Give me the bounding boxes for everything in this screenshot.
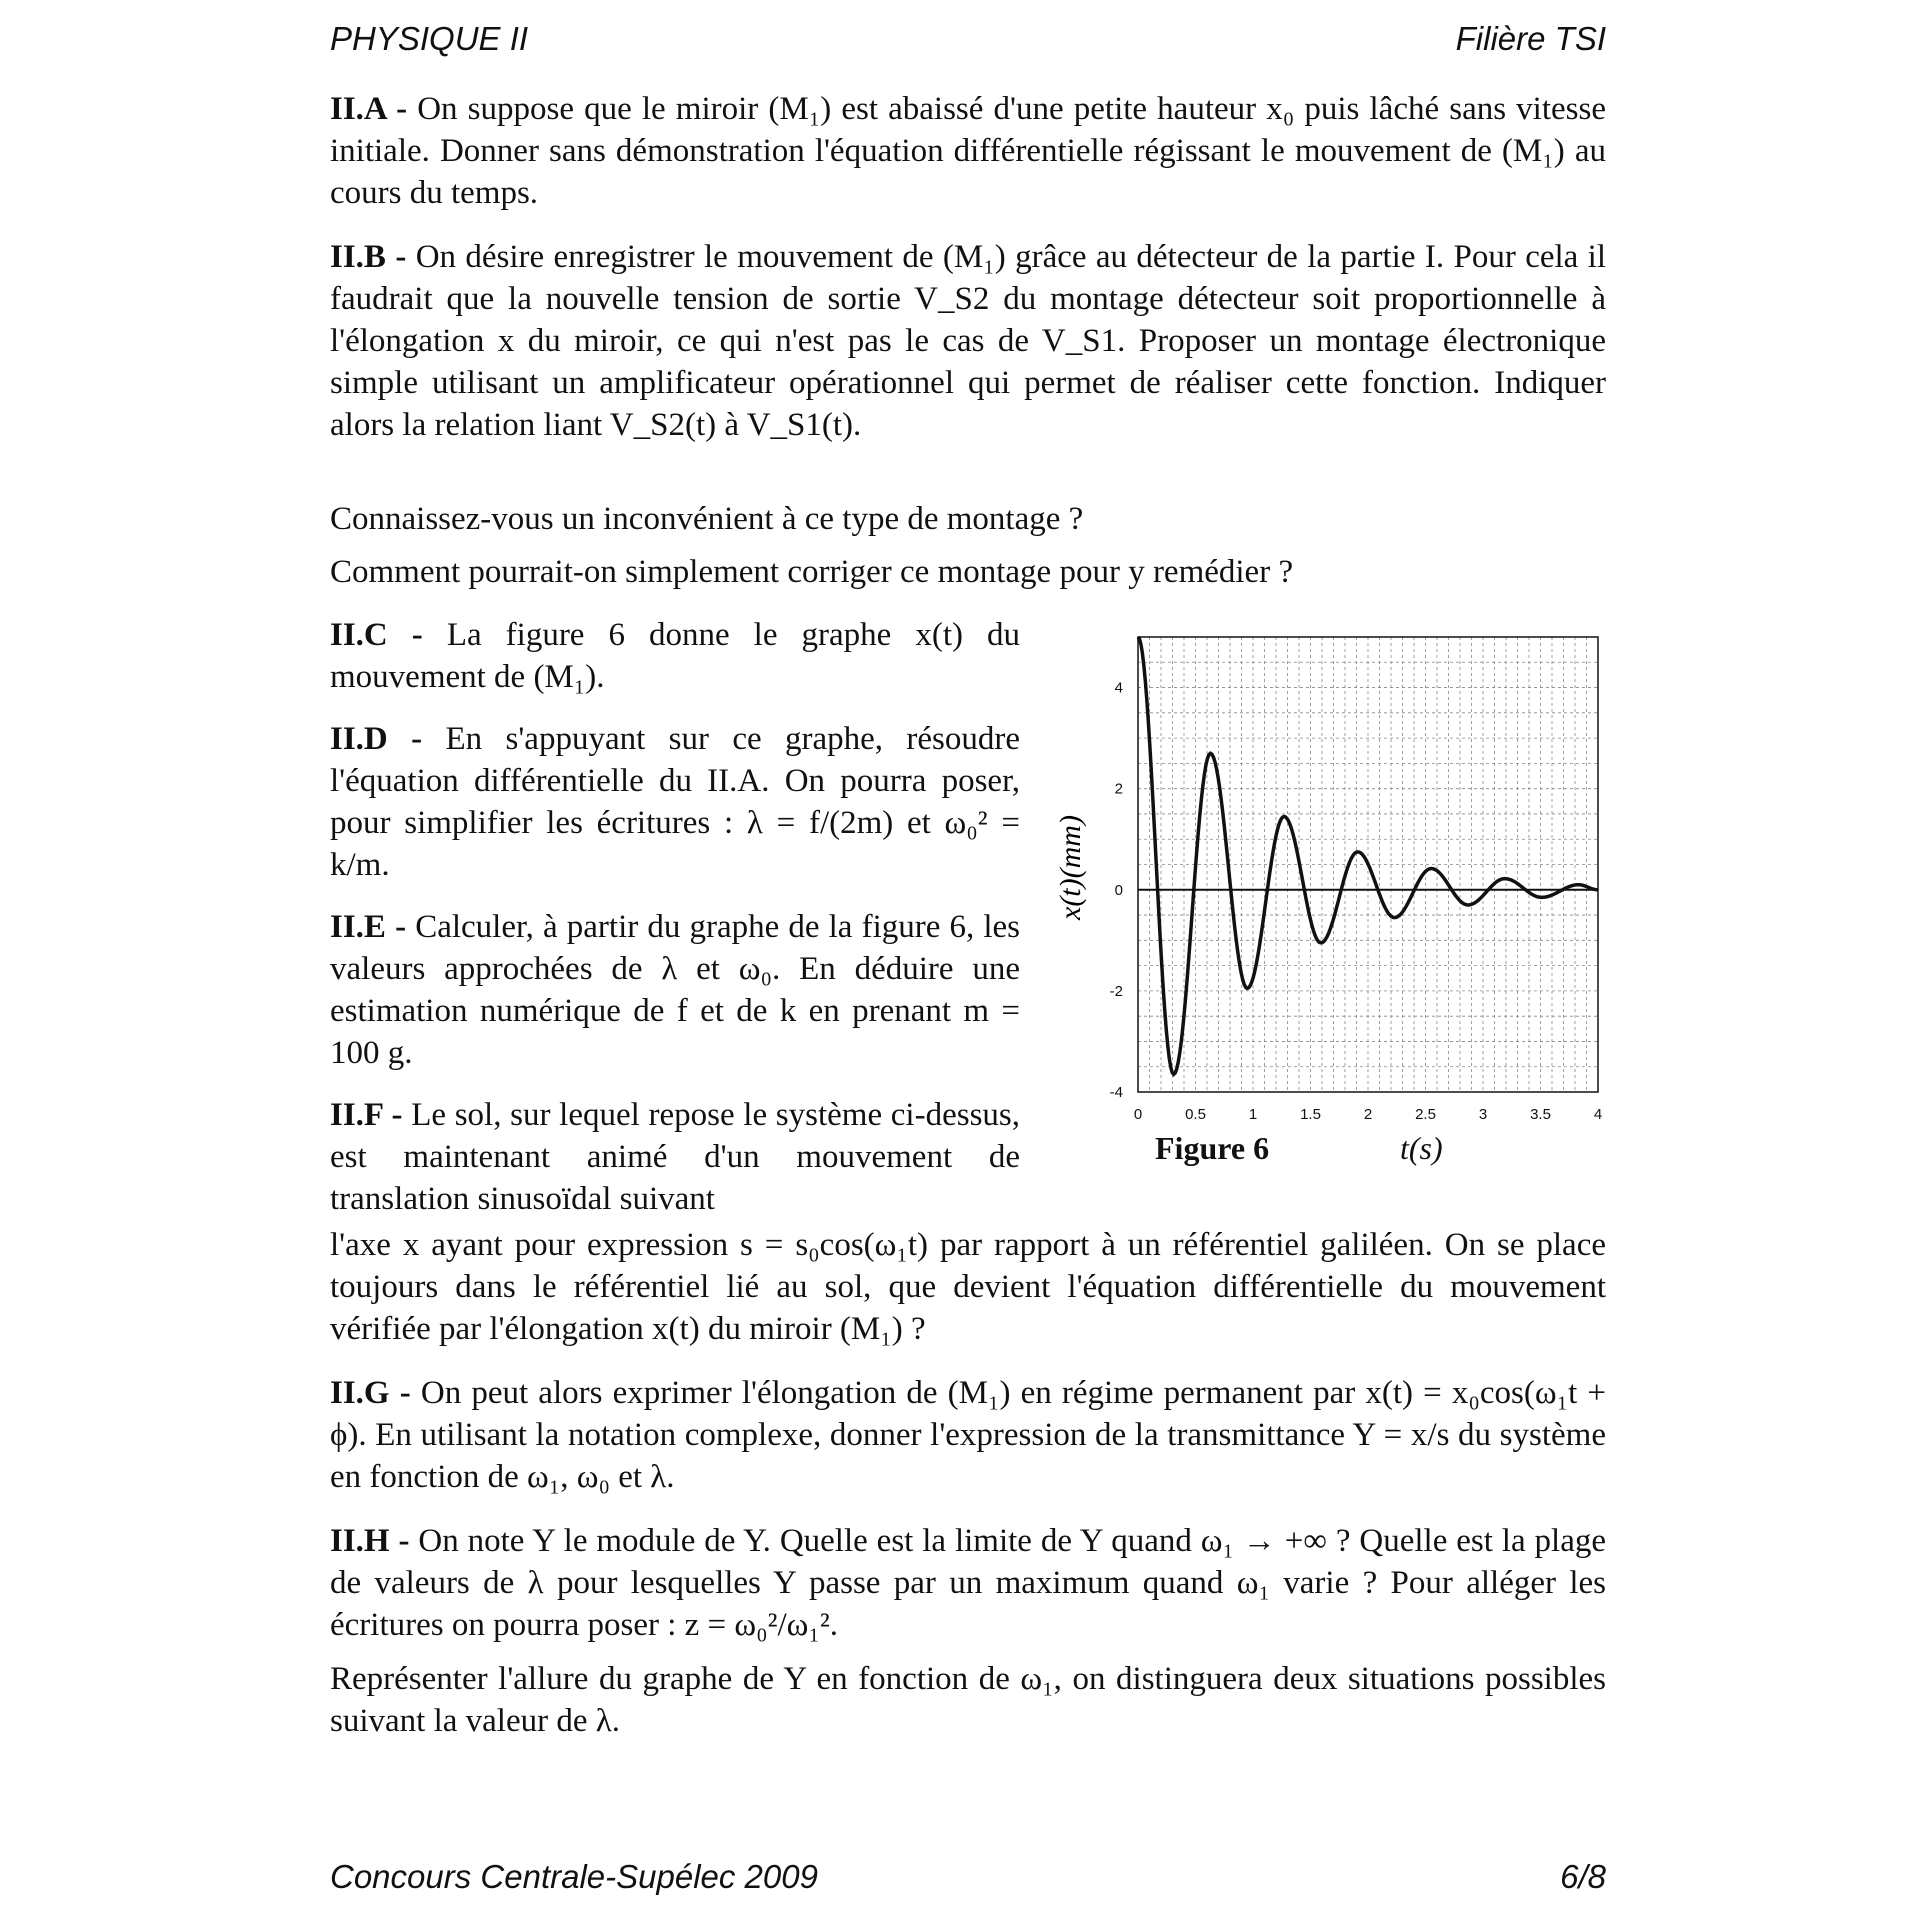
- x-tick-label: 1: [1248, 1106, 1258, 1123]
- x-tick-label: 3: [1478, 1106, 1488, 1123]
- x-tick-label: 0: [1133, 1106, 1143, 1123]
- section-IIG: [330, 1372, 1606, 1498]
- chart-ticks: [1110, 680, 1603, 1123]
- y-tick-label: -2: [1109, 982, 1123, 1000]
- section-label: II.A -: [330, 91, 408, 127]
- section-label: II.H -: [330, 1523, 410, 1559]
- section-IIH: [330, 1520, 1606, 1646]
- footer-left: Concours Centrale-Supélec 2009: [330, 1858, 818, 1895]
- section-text: Le sol, sur lequel repose le système ci-dessus, est maintenant animé d'un mouvement de translation sinusoïdal suivant: [330, 1097, 1021, 1217]
- section-IID: [330, 718, 1020, 886]
- y-tick-label: 2: [1114, 780, 1123, 798]
- section-text: En s'appuyant sur ce graphe, résoudre l'équation différentielle du II.A. On pourra poser, pour simplifier les écritures : λ = f/(2m) et ω₀² = k/m.: [330, 721, 1021, 883]
- section-text: On peut alors exprimer l'élongation de (M₁) en régime permanent par x(t) = x₀cos(ω₁t + ϕ). En utilisant la notation complexe, donner l'expression de la transmittance Y = x/s du système en fonction de ω₁, ω₀ et λ.: [330, 1375, 1606, 1495]
- x-tick-label: 0.5: [1185, 1106, 1206, 1123]
- section-IIH-continued: Représenter l'allure du graphe de Y en fonction de ω₁, on distinguera deux situations possibles suivant la valeur de λ.: [330, 1661, 1606, 1739]
- section-text: On désire enregistrer le mouvement de (M₁) grâce au détecteur de la partie I. Pour cela il faudrait que la nouvelle tension de sortie V_S2 du montage détecteur soit proportionnelle à l'élongation x du miroir, ce qui n'est pas le cas de V_S1. Proposer un montage électronique simple utilisant un amplificateur opérationnel qui permet de réaliser cette fonction. Indiquer alors la relation liant V_S2(t) à V_S1(t).: [330, 239, 1607, 443]
- section-IIB: [330, 236, 1606, 446]
- x-tick-label: 1.5: [1300, 1106, 1321, 1123]
- y-tick-label: 0: [1114, 881, 1123, 899]
- figure-6: [1040, 625, 1620, 1185]
- section-label: II.C -: [330, 617, 423, 653]
- x-tick-label: 2: [1363, 1106, 1373, 1123]
- section-text: On note Y le module de Y. Quelle est la limite de Y quand ω₁ → +∞ ? Quelle est la plage de valeurs de λ pour lesquelles Y passe par un maximum quand ω₁ varie ? Pour alléger les écritures on pourra poser : z = ω₀²/ω₁².: [330, 1523, 1606, 1643]
- section-IIB-question-2: Comment pourrait-on simplement corriger ce montage pour y remédier ?: [330, 554, 1294, 590]
- section-IIE: [330, 906, 1020, 1074]
- x-axis-label: t(s): [1400, 1130, 1443, 1166]
- section-text: Calculer, à partir du graphe de la figure 6, les valeurs approchées de λ et ω₀. En déduire une estimation numérique de f et de k en prenant m = 100 g.: [330, 909, 1021, 1071]
- y-tick-label: 4: [1114, 679, 1123, 697]
- damped-oscillation-chart: [1040, 625, 1620, 1123]
- section-label: II.E -: [330, 909, 407, 945]
- footer-right: 6/8: [1560, 1858, 1606, 1895]
- section-IIF: [330, 1094, 1020, 1220]
- section-label: II.D -: [330, 721, 423, 757]
- x-tick-label: 4: [1593, 1106, 1603, 1123]
- x-tick-label: 3.5: [1530, 1106, 1551, 1123]
- section-label: II.G -: [330, 1375, 411, 1411]
- header-left: PHYSIQUE II: [330, 20, 529, 57]
- section-IIA: [330, 88, 1606, 214]
- y-axis-label: x(t)(mm): [1054, 815, 1087, 920]
- y-tick-label: -4: [1109, 1084, 1123, 1101]
- left-column: [330, 614, 1020, 1240]
- section-IIB-question-1: Connaissez-vous un inconvénient à ce type de montage ?: [330, 501, 1084, 537]
- figure-caption: Figure 6: [1155, 1130, 1270, 1166]
- section-text: On suppose que le miroir (M₁) est abaissé d'une petite hauteur x₀ puis lâché sans vitesse initiale. Donner sans démonstration l'équation différentielle régissant le mouvement de (M₁) au cours du temps.: [330, 91, 1606, 211]
- section-label: II.F -: [330, 1097, 403, 1133]
- section-IIF-continued: l'axe x ayant pour expression s = s₀cos(ω₁t) par rapport à un référentiel galiléen. On se place toujours dans le référentiel lié au sol, que devient l'équation différentielle du mouvement vérifiée par l'élongation x(t) du miroir (M₁) ?: [330, 1227, 1606, 1347]
- header-right: Filière TSI: [1455, 20, 1606, 57]
- section-label: II.B -: [330, 239, 407, 275]
- x-tick-label: 2.5: [1415, 1106, 1436, 1123]
- section-IIC: [330, 614, 1020, 698]
- section-text: La figure 6 donne le graphe x(t) du mouvement de (M₁).: [330, 617, 1021, 695]
